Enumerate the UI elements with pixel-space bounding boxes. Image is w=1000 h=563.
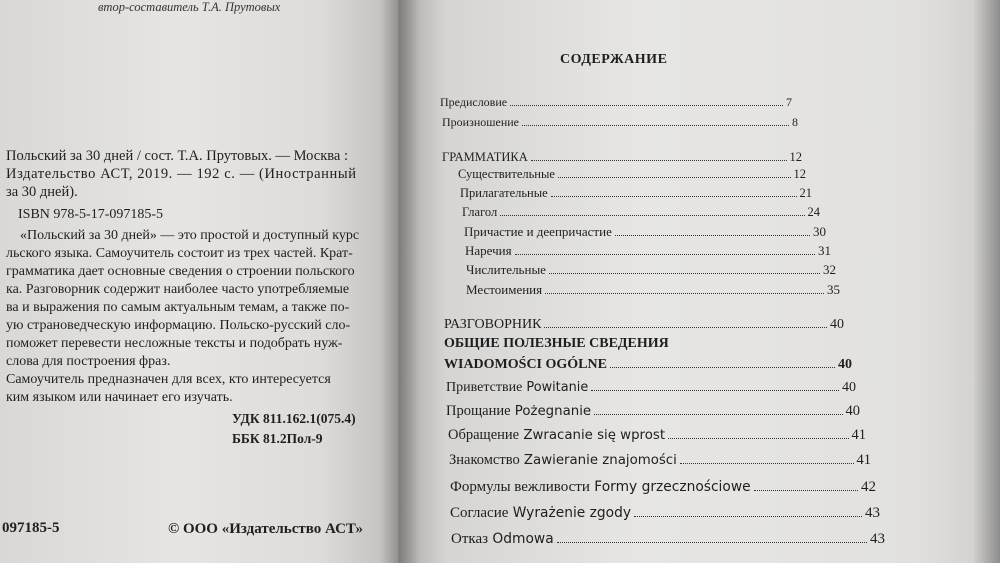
toc-entry-title-ru: Знакомство [449, 452, 520, 469]
toc-entry-page: 30 [813, 224, 826, 239]
toc-entry-label [444, 357, 607, 373]
toc-entry-label [446, 380, 588, 396]
toc-entry-title-ru: ОБЩИЕ ПОЛЕЗНЫЕ СВЕДЕНИЯ [444, 336, 669, 351]
toc-entry-label [442, 150, 528, 165]
toc-entry-title-ru: Глагол [462, 205, 498, 220]
toc-entry [444, 336, 804, 352]
toc-leader-dots [594, 402, 842, 415]
toc-leader-dots [500, 205, 804, 216]
toc-entry-title-ru: Приветствие [446, 379, 523, 395]
toc-entry-label [460, 186, 548, 201]
toc-entry [444, 355, 852, 373]
toc-leader-dots [545, 282, 824, 294]
toc-entry-page: 32 [823, 262, 836, 277]
toc-leader-dots [551, 186, 797, 197]
toc-entry-title-ru: Наречия [465, 243, 512, 258]
toc-entry [449, 451, 871, 469]
toc-entry [446, 378, 856, 396]
toc-entry-page: 40 [842, 379, 856, 395]
toc-entry-page: 40 [845, 403, 860, 420]
toc-entry-title-ru: Отказ [451, 530, 489, 547]
toc-entry-title-ru: Формулы вежливости [450, 478, 590, 495]
toc-entry-title-ru: РАЗГОВОРНИК [444, 316, 542, 332]
toc-entry-title-ru: WIADOMOŚCI OGÓLNE [444, 356, 607, 372]
toc-entry-title-ru: Местоимения [466, 282, 543, 297]
toc-entry-page: 41 [851, 427, 866, 444]
toc-entry [450, 477, 876, 496]
toc-entry-label [464, 224, 612, 240]
toc-entry-title-ru: Прощание [446, 403, 511, 420]
toc-leader-dots [515, 243, 815, 255]
toc-entry [460, 186, 812, 201]
toc-leader-dots [610, 355, 835, 368]
toc-entry-title-pl: Powitanie [522, 379, 589, 395]
bbk-code: ББК 81.2Пол-9 [232, 431, 323, 446]
annotation-line: слова для построения фраз. [6, 354, 171, 369]
toc-entry-title-ru: ГРАММАТИКА [442, 150, 528, 165]
toc-entry [442, 115, 798, 130]
toc-entry-page: 43 [870, 530, 885, 547]
toc-entry-title-ru: Причастие и деепричастие [464, 224, 612, 239]
toc-entry-page: 40 [830, 316, 844, 332]
toc-entry-page: 12 [789, 150, 802, 165]
toc-leader-dots [591, 378, 839, 391]
toc-entry [440, 95, 792, 110]
toc-entry-page: 7 [786, 95, 792, 109]
annotation-line: ким языком или начинает его изучать. [6, 390, 233, 405]
isbn: ISBN 978-5-17-097185-5 [18, 207, 164, 222]
page-edge [974, 0, 1000, 563]
toc-entry-title-pl: Pożegnanie [510, 404, 592, 420]
toc-entry-label [446, 403, 591, 420]
toc-entry-label [450, 505, 631, 522]
toc-entry-title-pl: Odmowa [488, 530, 554, 547]
toc-title: СОДЕРЖАНИЕ [560, 52, 668, 67]
toc-entry-label [449, 452, 677, 469]
annotation-line: «Польский за 30 дней» — это простой и доступный курс [20, 228, 360, 243]
annotation-line: льского языка. Самоучитель состоит из трех частей. Крат- [6, 246, 353, 261]
toc-entry [458, 167, 806, 182]
biblio-line: за 30 дней). [6, 184, 78, 200]
toc-entry-title-ru: Существительные [458, 167, 555, 182]
toc-entry-page: 8 [792, 115, 798, 129]
toc-leader-dots [510, 95, 783, 106]
toc-entry-title-pl: Zawieranie znajomości [519, 453, 677, 469]
toc-leader-dots [680, 451, 854, 464]
toc-entry-title-ru: Предисловие [440, 95, 508, 109]
toc-leader-dots [558, 167, 791, 178]
toc-entry [466, 262, 836, 278]
toc-leader-dots [615, 224, 810, 236]
toc-leader-dots [549, 262, 820, 274]
toc-leader-dots [531, 150, 787, 161]
toc-entry [444, 315, 844, 333]
toc-entry-label [458, 167, 555, 182]
toc-entry-title-pl: Formy grzecznościowe [589, 478, 751, 495]
toc-entry [450, 503, 880, 522]
toc-entry-label [465, 243, 512, 259]
toc-entry-title-pl: Zwracanie się wprost [519, 428, 666, 444]
toc-entry-label [448, 427, 665, 444]
toc-entry-page: 31 [818, 243, 831, 258]
toc-entry [442, 150, 802, 165]
toc-entry-label [444, 336, 669, 352]
toc-entry-title-pl: Wyrażenie zgody [508, 504, 632, 521]
udk-code: УДК 811.162.1(075.4) [232, 411, 356, 426]
toc-entry [465, 243, 831, 259]
toc-entry-label [466, 282, 542, 298]
isbn-tail: 097185-5 [2, 520, 60, 536]
toc-entry-title-ru: Обращение [448, 427, 520, 444]
annotation-line: грамматика дает основные сведения о строении польского [6, 264, 355, 279]
toc-entry [446, 402, 860, 420]
toc-entry-page: 35 [827, 282, 840, 297]
toc-entry-page: 12 [793, 167, 806, 182]
toc-entry [464, 224, 826, 240]
toc-entry-title-ru: Числительные [466, 262, 546, 277]
toc-entry-page: 24 [807, 205, 820, 220]
toc-entry-label [444, 317, 541, 333]
biblio-line: Польский за 30 дней / сост. Т.А. Прутовых. — Москва : [6, 148, 349, 164]
toc-leader-dots [557, 529, 867, 543]
toc-entry-page: 42 [861, 478, 876, 495]
toc-entry-page: 21 [799, 186, 812, 201]
toc-entry-title-ru: Согласие [450, 504, 509, 521]
toc-entry-label [442, 115, 519, 130]
toc-entry-label [462, 205, 497, 220]
toc-leader-dots [634, 503, 862, 517]
annotation-line: ую страноведческую информацию. Польско-русский сло- [6, 318, 351, 333]
toc-entry-label [450, 479, 751, 496]
compiler-credit: втор-составитель Т.А. Прутовых [98, 0, 281, 14]
toc-leader-dots [668, 426, 848, 439]
toc-entry [451, 529, 885, 548]
toc-entry-label [466, 262, 546, 278]
toc-entry-page: 40 [838, 356, 852, 372]
toc-leader-dots [522, 115, 789, 126]
toc-leader-dots [544, 315, 827, 328]
toc-entry [466, 282, 840, 298]
toc-entry-page: 43 [865, 504, 880, 521]
toc-entry-label [451, 531, 554, 548]
toc-entry-label [440, 95, 507, 110]
annotation-line: ка. Разговорник содержит наиболее часто употребляемые [6, 282, 350, 297]
annotation-line: поможет перевести несложные тексты и подобрать нуж- [6, 336, 343, 351]
toc-entry-title-ru: Прилагательные [460, 186, 548, 201]
annotation-line: Самоучитель предназначен для всех, кто интересуется [6, 372, 331, 387]
toc-entry [462, 205, 820, 220]
copyright: © ООО «Издательство АСТ» [168, 521, 364, 537]
toc-entry [448, 426, 866, 444]
annotation-line: ва и выражения по самым актуальным темам, а также по- [6, 300, 350, 315]
toc-entry-page: 41 [856, 452, 871, 469]
toc-entry-title-ru: Произношение [442, 115, 519, 129]
toc-leader-dots [754, 477, 858, 491]
biblio-line: Издательство АСТ, 2019. — 192 с. — (Иностранный [6, 166, 357, 182]
